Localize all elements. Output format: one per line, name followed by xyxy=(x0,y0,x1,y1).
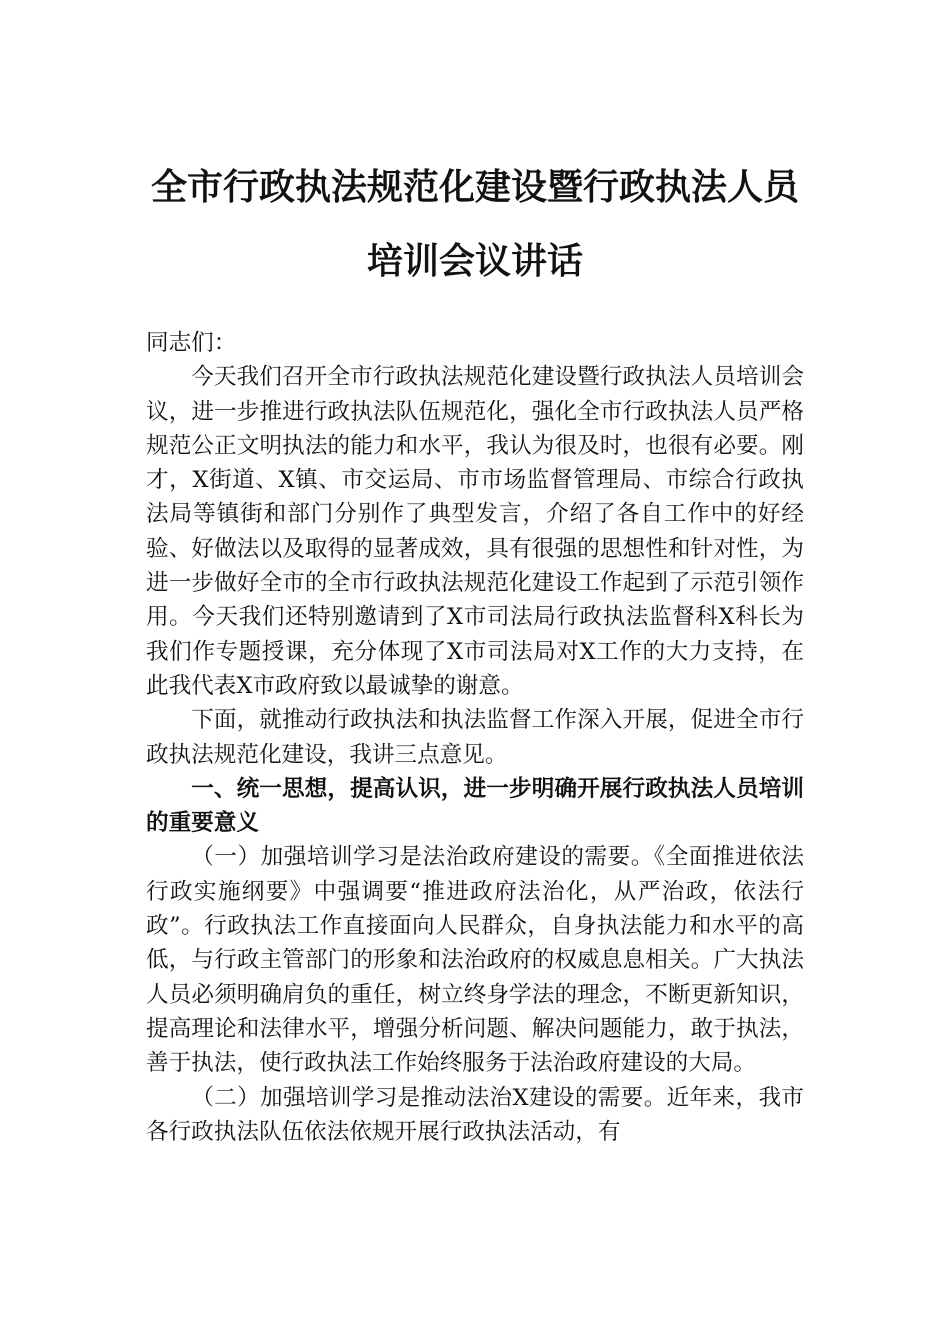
body-paragraph: 今天我们召开全市行政执法规范化建设暨行政执法人员培训会议，进一步推进行政执法队伍规范化，强化全市行政执法人员严格规范公正文明执法的能力和水平，我认为很及时，也很有必要。刚才，X街道、X镇、市交运局、市市场监督管理局、市综合行政执法局等镇街和部门分别作了典型发言，介绍了各自工作中的好经验、好做法以及取得的显著成效，具有很强的思想性和针对性，为进一步做好全市的全市行政执法规范化建设工作起到了示范引领作用。今天我们还特别邀请到了X市司法局行政执法监督科X科长为我们作专题授课，充分体现了X市司法局对X工作的大力支持，在此我代表X市政府致以最诚挚的谢意。 xyxy=(146,364,804,699)
body-paragraph: （一）加强培训学习是法治政府建设的需要。《全面推进依法行政实施纲要》中强调要“推进政府法治化，从严治政，依法行政”。行政执法工作直接面向人民群众，自身执法能力和水平的高低，与行政主管部门的形象和法治政府的权威息息相关。广大执法人员必须明确肩负的重任，树立终身学法的理念，不断更新知识，提高理论和法律水平，增强分析问题、解决问题能力，敢于执法，善于执法，使行政执法工作始终服务于法治政府建设的大局。 xyxy=(146,844,804,1077)
document-page xyxy=(146,150,804,1149)
title-line-2: 培训会议讲话 xyxy=(366,240,583,282)
salutation: 同志们： xyxy=(146,330,237,356)
section-heading: 一、统一思想，提高认识，进一步明确开展行政执法人员培训的重要意义 xyxy=(146,775,804,837)
body-paragraph: （二）加强培训学习是推动法治X建设的需要。近年来，我市各行政执法队伍依法依规开展行政执法活动，有 xyxy=(146,1084,804,1145)
document-body xyxy=(146,326,804,1149)
title-line-1: 全市行政执法规范化建设暨行政执法人员 xyxy=(150,166,799,208)
body-paragraph: 下面，就推动行政执法和执法监督工作深入开展，促进全市行政执法规范化建设，我讲三点意见。 xyxy=(146,707,804,768)
document-title xyxy=(106,150,844,298)
